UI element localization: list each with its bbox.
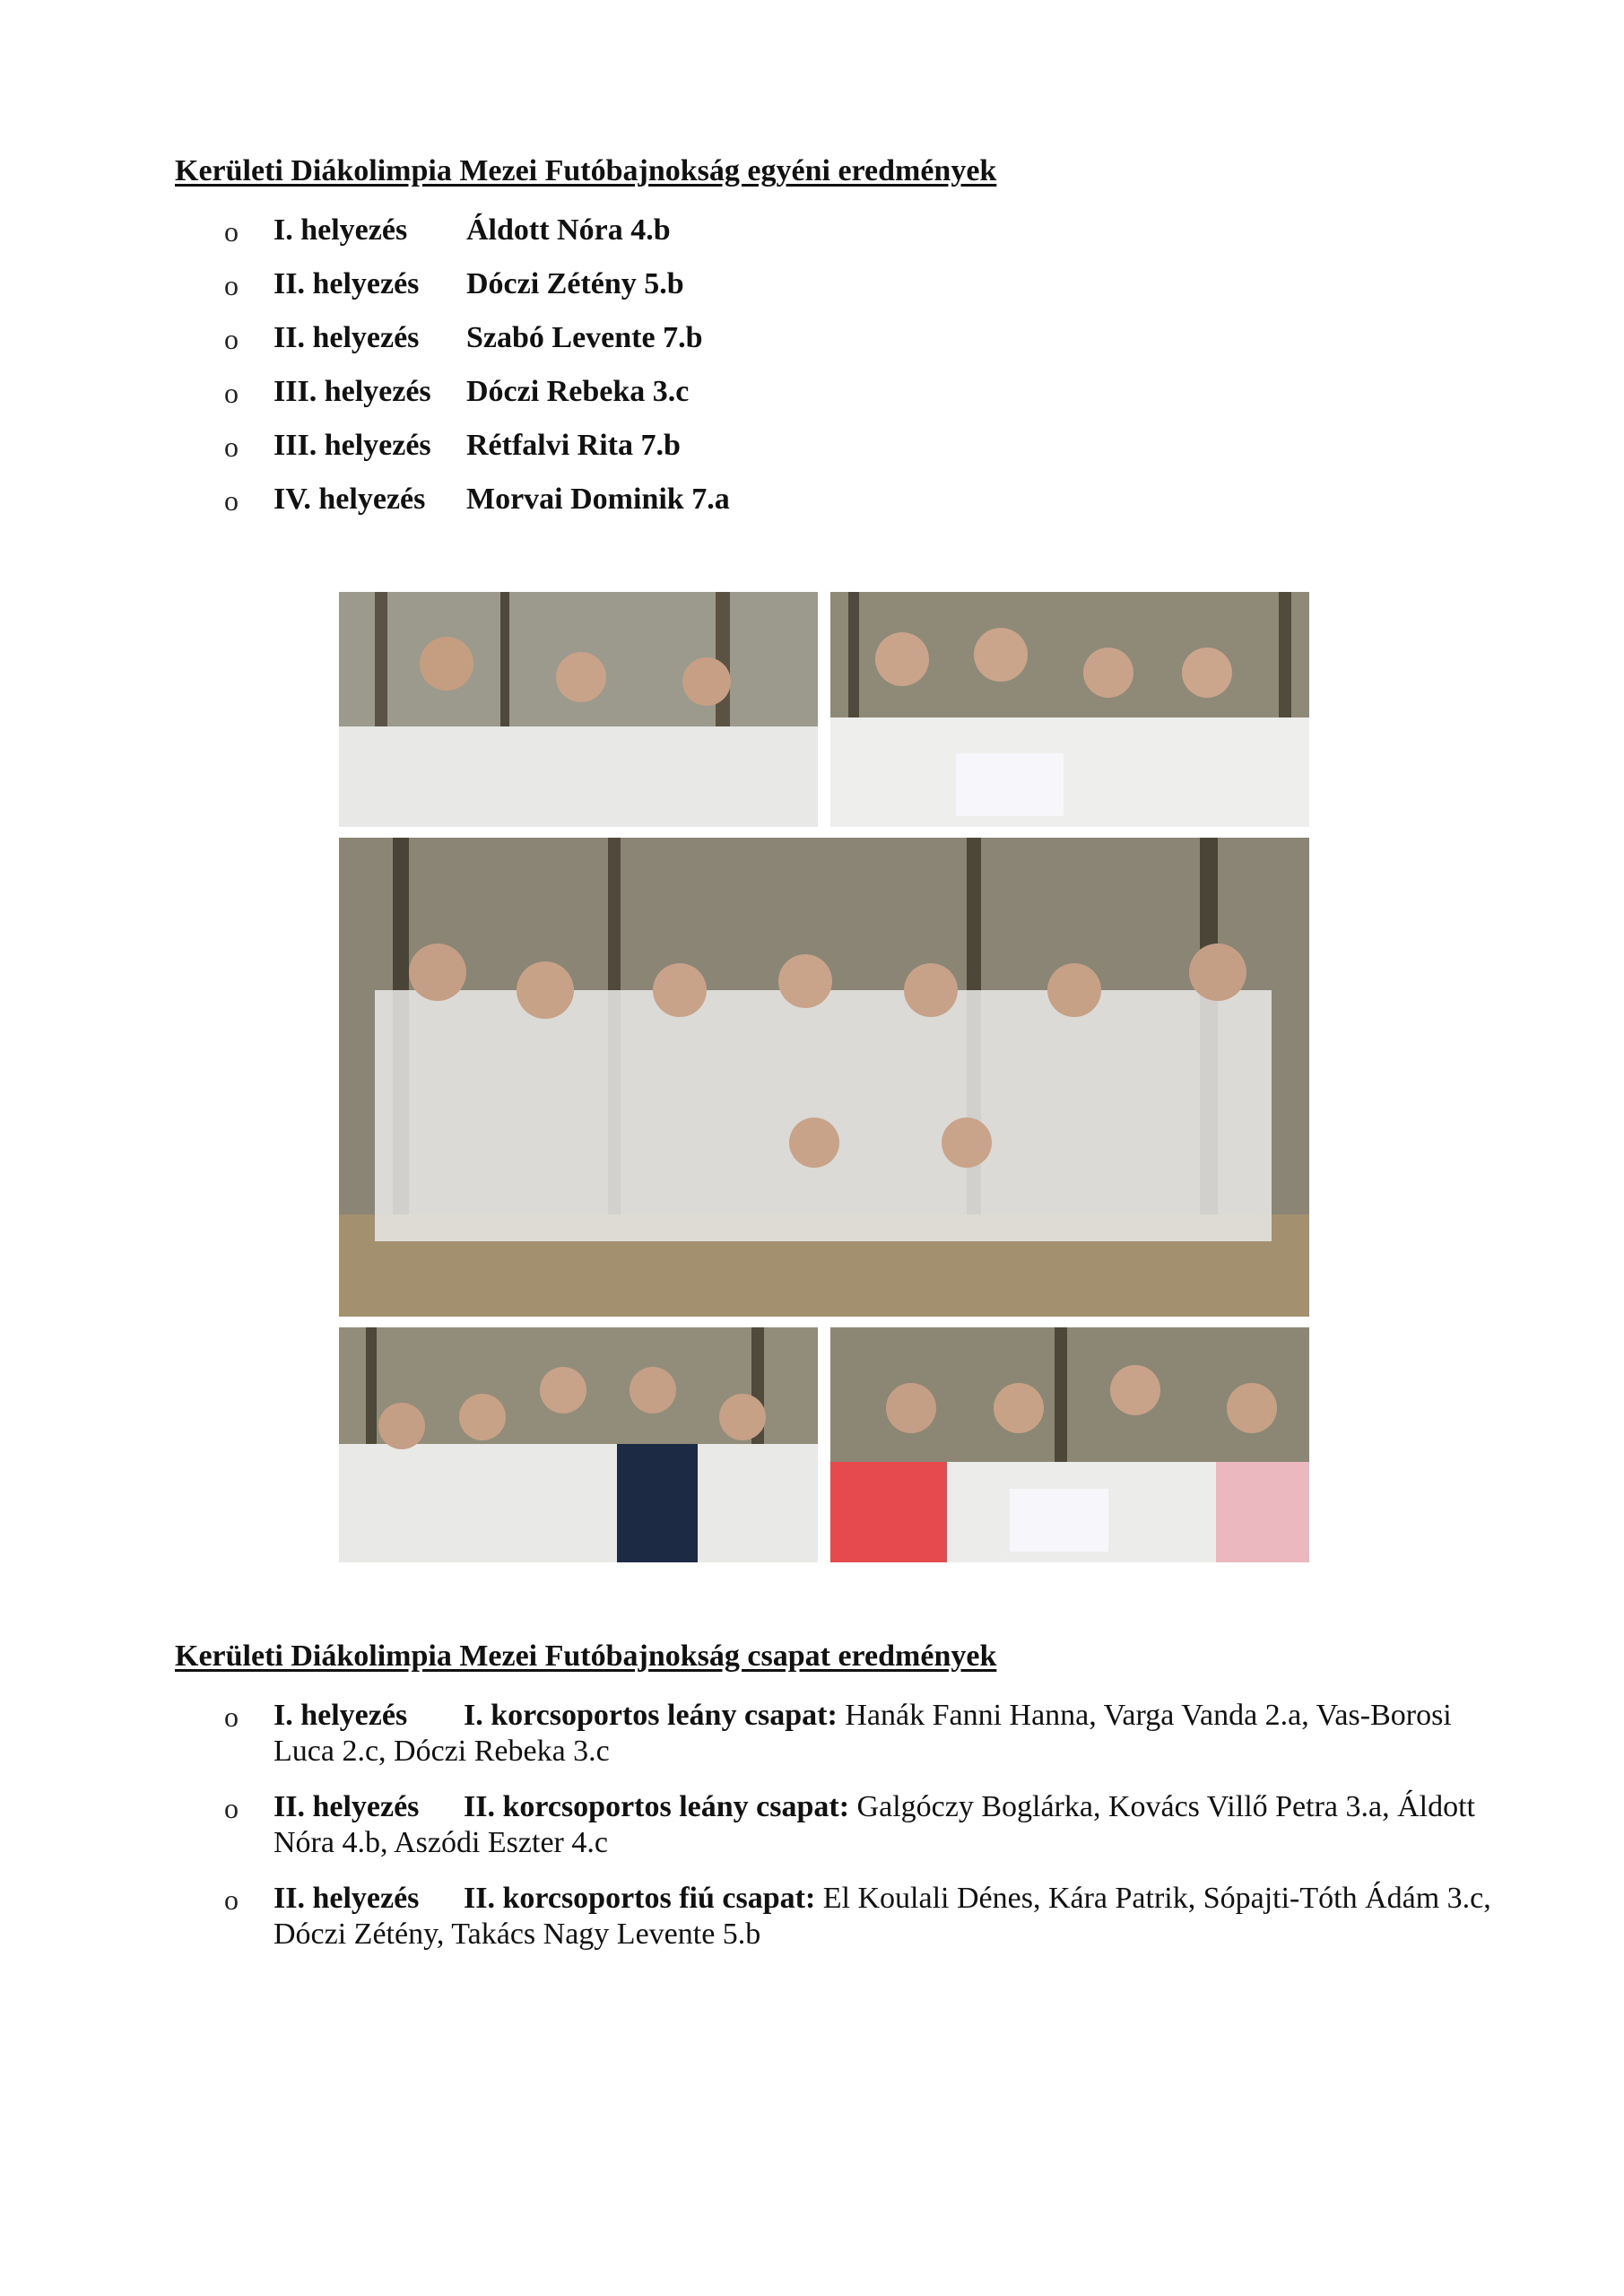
team-name: I. korcsoportos leány csapat: [464,1699,838,1732]
team-members: El Koulali Dénes, Kára Patrik, Sópajti-Tóth Ádám 3.c, Dóczi Zétény, Takács Nagy Levente 5.b [274,1882,1491,1951]
photo-placeholder-icon [339,592,818,827]
team-result-item [274,1698,1493,1770]
athlete-name: Morvai Dominik 7.a [466,483,730,516]
bullet-icon: o [224,484,239,517]
photo-boys-medals [339,592,818,827]
bullet-icon: o [224,323,239,355]
place-label: II. helyezés [274,267,420,300]
place-label: III. helyezés [274,375,431,408]
athlete-name: Dóczi Zétény 5.b [466,267,684,300]
team-name: II. korcsoportos fiú csapat: [464,1882,816,1915]
place-label: I. helyezés [274,213,408,247]
bullet-icon: o [224,1792,239,1824]
athlete-name: Dóczi Rebeka 3.c [466,375,690,408]
place-label: II. helyezés [274,1882,420,1915]
place-label: II. helyezés [274,321,420,354]
bullet-icon: o [224,1700,239,1733]
bullet-icon: o [224,215,239,248]
bullet-icon: o [224,377,239,409]
photo-placeholder-icon [339,1327,818,1562]
bullet-icon: o [224,269,239,301]
athlete-name: Szabó Levente 7.b [466,321,703,354]
photo-group [339,838,1309,1317]
place-label: II. helyezés [274,1790,420,1823]
photo-girls-diploma [830,592,1309,827]
team-members: Hanák Fanni Hanna, Varga Vanda 2.a, Vas-Borosi Luca 2.c, Dóczi Rebeka 3.c [274,1699,1452,1768]
photo-placeholder-icon [830,592,1309,827]
photo-placeholder-icon [339,838,1309,1317]
photo-placeholder-icon [830,1327,1309,1562]
place-label: IV. helyezés [274,483,426,516]
place-label: III. helyezés [274,429,431,462]
team-name: II. korcsoportos leány csapat: [464,1790,850,1823]
athlete-name: Rétfalvi Rita 7.b [466,429,681,462]
team-result-item [274,1881,1493,1952]
bullet-icon: o [224,1883,239,1916]
photo-girls-team [830,1327,1309,1562]
team-results-heading: Kerületi Diákolimpia Mezei Futóbajnokság csapat eredmények [175,1639,997,1673]
athlete-name: Áldott Nóra 4.b [466,213,671,247]
photo-boys-team [339,1327,818,1562]
place-label: I. helyezés [274,1699,408,1732]
bullet-icon: o [224,430,239,463]
team-members: Galgóczy Boglárka, Kovács Villő Petra 3.a, Áldott Nóra 4.b, Aszódi Eszter 4.c [274,1790,1475,1859]
team-result-item [274,1789,1493,1861]
individual-results-heading: Kerületi Diákolimpia Mezei Futóbajnokság egyéni eredmények [175,154,997,187]
